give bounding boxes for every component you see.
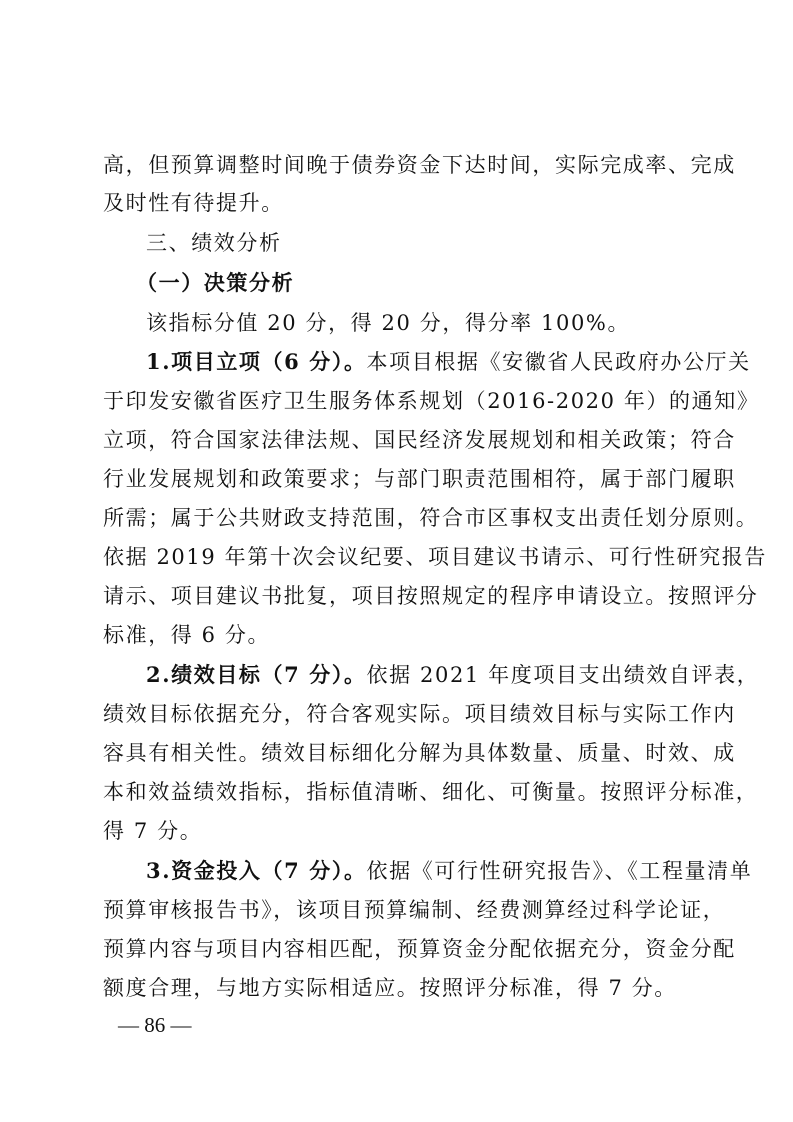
item-heading-fund-input: 3.资金投入（7 分）。 (146, 858, 367, 883)
paragraph-first-line (146, 343, 751, 381)
paragraph-text: 依据《可行性研究报告》、《工程量清单 (366, 859, 753, 883)
paragraph-line: 所需；属于公共财政支持范围，符合市区事权支出责任划分原则。 (103, 506, 759, 530)
item-heading-performance-goal: 2.绩效目标（7 分）。 (146, 662, 367, 687)
item-heading-project-approval: 1.项目立项（6 分）。 (146, 349, 367, 374)
paragraph-line: 绩效目标依据充分，符合客观实际。项目绩效目标与实际工作内 (103, 702, 736, 726)
paragraph-line: 于印发安徽省医疗卫生服务体系规划（2016-2020 年）的通知》 (103, 389, 760, 413)
paragraph-first-line (146, 852, 753, 890)
paragraph-line: 该指标分值 20 分，得 20 分，得分率 100%。 (146, 311, 631, 335)
paragraph-line: 行业发展规划和政策要求；与部门职责范围相符，属于部门履职 (103, 467, 736, 491)
paragraph-line: 预算审核报告书》，该项目预算编制、经费测算经过科学论证， (103, 898, 726, 922)
paragraph-line: 立项，符合国家法律法规、国民经济发展规划和相关政策；符合 (103, 428, 736, 452)
paragraph-line: 请示、项目建议书批复，项目按照规定的程序申请设立。按照评分 (103, 584, 759, 608)
page-number: — 86 — (118, 1013, 192, 1037)
paragraph-line: 标准，得 6 分。 (103, 623, 271, 647)
paragraph-first-line (146, 656, 760, 694)
paragraph-line: 额度合理，与地方实际相适应。按照评分标准，得 7 分。 (103, 976, 677, 1000)
paragraph-line: 依据 2019 年第十次会议纪要、项目建议书请示、可行性研究报告 (103, 545, 767, 569)
paragraph-text: 依据 2021 年度项目支出绩效自评表， (366, 663, 760, 687)
paragraph-text: 本项目根据《安徽省人民政府办公厅关 (366, 350, 751, 374)
paragraph-line: 本和效益绩效指标，指标值清晰、细化、可衡量。按照评分标准， (103, 780, 759, 804)
subsection-heading: （一）决策分析 (136, 271, 295, 295)
paragraph-line: 预算内容与项目内容相匹配，预算资金分配依据充分，资金分配 (103, 937, 736, 961)
section-heading: 三、绩效分析 (146, 231, 282, 255)
paragraph-line: 及时性有待提升。 (103, 191, 284, 215)
paragraph-line: 高，但预算调整时间晚于债券资金下达时间，实际完成率、完成 (103, 153, 736, 177)
paragraph-line: 得 7 分。 (103, 819, 203, 843)
paragraph-line: 容具有相关性。绩效目标细化分解为具体数量、质量、时效、成 (103, 741, 736, 765)
